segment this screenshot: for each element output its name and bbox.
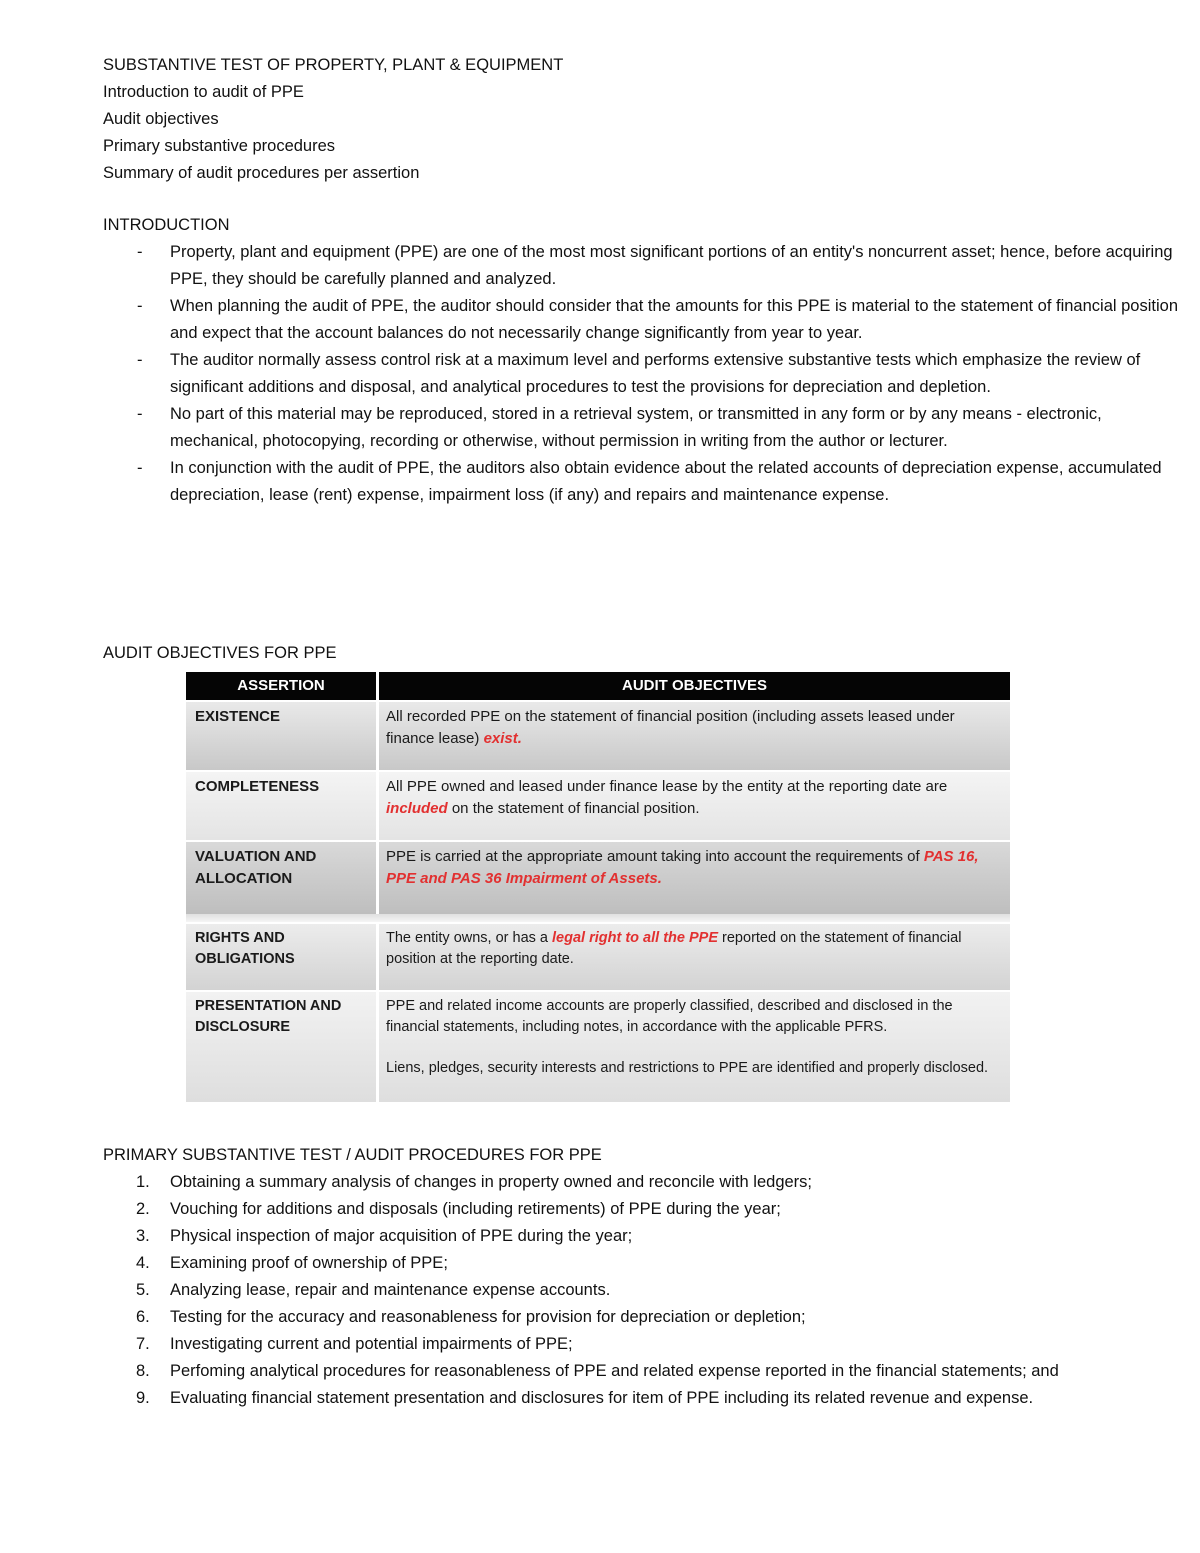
objective-text: PPE is carried at the appropriate amount taking into account the requirements of [386,848,924,865]
list-item: - In conjunction with the audit of PPE, the auditors also obtain evidence about the related accounts of depreciation expense, accumulated depreciation, lease (rent) expense, impairment loss (if any) and repairs and maintenance expense. [103,455,1190,509]
assertion-cell [186,772,379,840]
list-item: - Property, plant and equipment (PPE) are one of the most most significant portions of an entity's noncurrent asset; hence, before acquiring PPE, they should be carefully planned and analyzed. [103,239,1190,293]
item-number: 9. [136,1389,150,1407]
assertion-text: RIGHTS AND [195,930,285,946]
assertion-text: DISCLOSURE [195,1019,291,1035]
item-text: Investigating current and potential impairments of PPE; [170,1335,573,1353]
item-text: Physical inspection of major acquisition of PPE during the year; [170,1227,633,1245]
item-text: Examining proof of ownership of PPE; [170,1254,448,1272]
objective-text: reported on the statement of financial position at the reporting date. [386,930,962,967]
document-title: SUBSTANTIVE TEST OF PROPERTY, PLANT & EQUIPMENT [103,56,564,74]
item-number: 5. [136,1281,150,1299]
table-divider [186,914,1010,922]
assertion-text: EXISTENCE [195,708,281,725]
item-number: 4. [136,1254,150,1272]
item-number: 1. [136,1173,150,1191]
list-item [103,1196,1170,1223]
toc-item: Summary of audit procedures per assertion [103,164,420,182]
table-row [186,700,1010,770]
toc-item: Introduction to audit of PPE [103,83,304,101]
objective-text: All recorded PPE on the statement of financial position (including assets leased under finance lease) [386,708,955,747]
assertion-cell [186,992,379,1102]
assertion-cell [186,924,379,990]
objective-cell [379,992,1010,1102]
list-item [103,1169,1170,1196]
table-header [186,672,1010,700]
item-text: Perfoming analytical procedures for reasonableness of PPE and related expense reported in the financial statements; and [170,1362,1059,1380]
toc-item: Audit objectives [103,110,219,128]
item-text: Testing for the accuracy and reasonableness for provision for depreciation or depletion; [170,1308,806,1326]
assertion-text: PRESENTATION AND [195,998,342,1014]
list-item: - When planning the audit of PPE, the auditor should consider that the amounts for this PPE is material to the statement of financial position and expect that the account balances do not necessarily change significantly from year to year. [103,293,1190,347]
list-item [103,1223,1170,1250]
table-row [186,922,1010,990]
item-text: Analyzing lease, repair and maintenance expense accounts. [170,1281,611,1299]
item-text: Evaluating financial statement presentation and disclosures for item of PPE including its related revenue and expense. [170,1389,1034,1407]
highlight-text: included [386,800,448,817]
objective-text: PPE and related income accounts are properly classified, described and disclosed in the financial statements, including notes, in accordance with the applicable PFRS. [386,998,953,1035]
table-row [186,840,1010,914]
assertion-text: ALLOCATION [195,870,293,887]
audit-objectives-heading: AUDIT OBJECTIVES FOR PPE [103,644,337,662]
objective-cell [379,772,1010,840]
objective-text: Liens, pledges, security interests and restrictions to PPE are identified and properly disclosed. [386,1060,989,1076]
assertion-text: OBLIGATIONS [195,951,295,967]
procedures-section [103,1142,1170,1412]
item-text: Obtaining a summary analysis of changes in property owned and reconcile with ledgers; [170,1173,813,1191]
list-item [103,1385,1170,1412]
list-item: - The auditor normally assess control risk at a maximum level and performs extensive substantive tests which emphasize the review of significant additions and disposal, and analytical procedures to test the provisions for depreciation and depletion. [103,347,1190,401]
item-text: Vouching for additions and disposals (including retirements) of PPE during the year; [170,1200,781,1218]
column-header-assertion: ASSERTION [186,672,379,700]
item-number: 2. [136,1200,150,1218]
table-of-contents [103,52,563,187]
column-header-audit-objectives: AUDIT OBJECTIVES [621,677,768,694]
introduction-list [103,239,1190,509]
objective-text: The entity owns, or has a [386,930,553,946]
list-item [103,1331,1170,1358]
list-item [103,1304,1170,1331]
item-number: 3. [136,1227,150,1245]
list-item [103,1358,1170,1385]
objective-cell [379,842,1010,914]
highlight-text: legal right to all the PPE [552,930,719,946]
objective-cell [379,924,1010,990]
audit-objectives-table [186,672,1010,1102]
objective-cell [379,702,1010,770]
introduction-section [103,212,1190,509]
objective-text: All PPE owned and leased under finance lease by the entity at the reporting date are [386,778,948,795]
item-number: 8. [136,1362,150,1380]
toc-item: Primary substantive procedures [103,137,336,155]
table-row [186,990,1010,1102]
table-row [186,770,1010,840]
list-item [103,1277,1170,1304]
highlight-text: PAS 16, PPE and PAS 36 Impairment of Assets. [386,848,979,887]
assertion-cell [186,842,379,914]
procedures-heading: PRIMARY SUBSTANTIVE TEST / AUDIT PROCEDURES FOR PPE [103,1146,602,1164]
assertion-text: VALUATION AND [195,848,317,865]
assertion-text: COMPLETENESS [195,778,320,795]
list-item: - No part of this material may be reproduced, stored in a retrieval system, or transmitted in any form or by any means - electronic, mechanical, photocopying, recording or otherwise, without permission in writing from the author or lecturer. [103,401,1190,455]
highlight-text: exist. [483,730,522,747]
assertion-cell [186,702,379,770]
item-number: 7. [136,1335,150,1353]
introduction-heading: INTRODUCTION [103,216,230,234]
list-item [103,1250,1170,1277]
objective-text: on the statement of financial position. [447,800,700,817]
procedures-list [103,1169,1170,1412]
item-number: 6. [136,1308,150,1326]
